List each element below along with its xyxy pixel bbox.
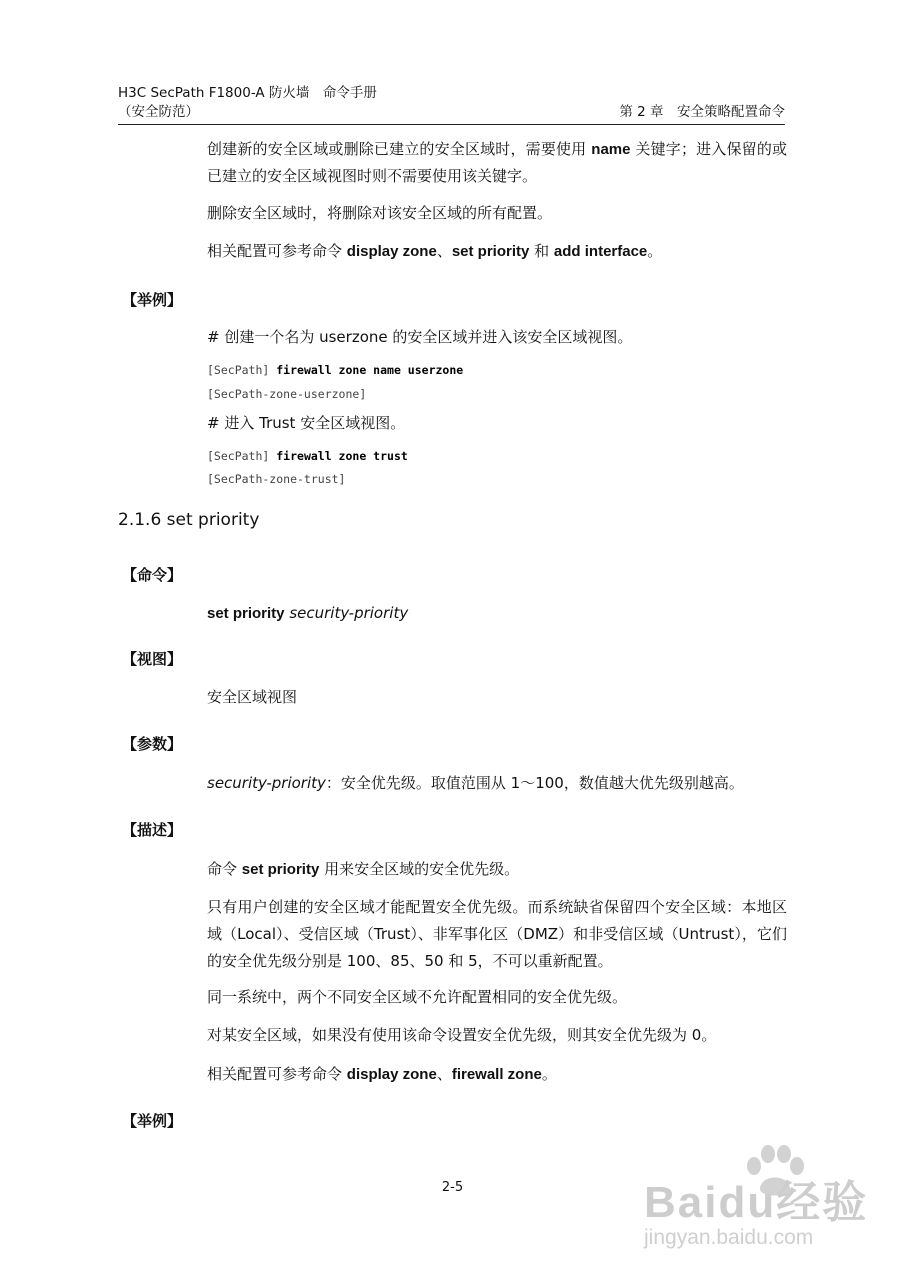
watermark-url: jingyan.baidu.com	[644, 1226, 814, 1249]
header-title: H3C SecPath F1800-A 防火墙 命令手册	[118, 85, 377, 101]
example-2-command-line: [SecPath] firewall zone trust	[207, 449, 408, 463]
example-1-output-line: [SecPath-zone-userzone]	[207, 387, 367, 401]
example-2-output-line: [SecPath-zone-trust]	[207, 472, 346, 486]
prev-example-label: 【举例】	[122, 291, 183, 309]
param-description: security-priority：安全优先级。取值范围从 1～100，数值越大优先级别越高。	[207, 774, 744, 792]
description-label: 【描述】	[122, 821, 183, 839]
watermark-brand: Baidu经验	[644, 1178, 869, 1227]
baidu-watermark	[640, 1142, 870, 1272]
example-label: 【举例】	[122, 1112, 183, 1130]
header-divider	[118, 124, 785, 125]
desc-paragraph-3: 同一系统中，两个不同安全区域不允许配置相同的安全优先级。	[207, 988, 628, 1006]
page-header	[118, 84, 785, 122]
header-subtitle: （安全防范）	[118, 104, 199, 120]
param-label: 【参数】	[122, 735, 183, 753]
prev-desc-paragraph-1: 创建新的安全区域或删除已建立的安全区域时，需要使用 name 关键字；进入保留的或已建立的安全区域视图时则不需要使用该关键字。	[207, 140, 787, 185]
command-syntax: set priority security-priority	[207, 604, 409, 622]
view-text: 安全区域视图	[207, 688, 298, 706]
desc-paragraph-4: 对某安全区域，如果没有使用该命令设置安全优先级，则其安全优先级为 0。	[207, 1026, 717, 1044]
page-number: 2-5	[441, 1180, 464, 1195]
keyword-name: name	[591, 141, 631, 158]
prev-desc-paragraph-3: 相关配置可参考命令 display zone、set priority 和 add interface。	[207, 242, 663, 260]
desc-paragraph-2: 只有用户创建的安全区域才能配置安全优先级。而系统缺省保留四个安全区域：本地区域（Local）、受信区域（Trust）、非军事化区（DMZ）和非受信区域（Untrust），它们的安全优先级分别是 100、85、50 和 5，不可以重新配置。	[207, 898, 787, 970]
section-title: 2.1.6 set priority	[118, 510, 260, 530]
prev-desc-paragraph-2: 删除安全区域时，将删除对该安全区域的所有配置。	[207, 204, 553, 222]
example-2-comment: # 进入 Trust 安全区域视图。	[207, 414, 406, 432]
view-label: 【视图】	[122, 650, 183, 668]
desc-paragraph-1: 命令 set priority 用来安全区域的安全优先级。	[207, 860, 520, 878]
command-label: 【命令】	[122, 566, 183, 584]
example-1-comment: # 创建一个名为 userzone 的安全区域并进入该安全区域视图。	[207, 328, 633, 346]
header-chapter: 第 2 章 安全策略配置命令	[619, 104, 785, 120]
desc-paragraph-5: 相关配置可参考命令 display zone、firewall zone。	[207, 1065, 557, 1083]
example-1-command-line: [SecPath] firewall zone name userzone	[207, 363, 464, 377]
